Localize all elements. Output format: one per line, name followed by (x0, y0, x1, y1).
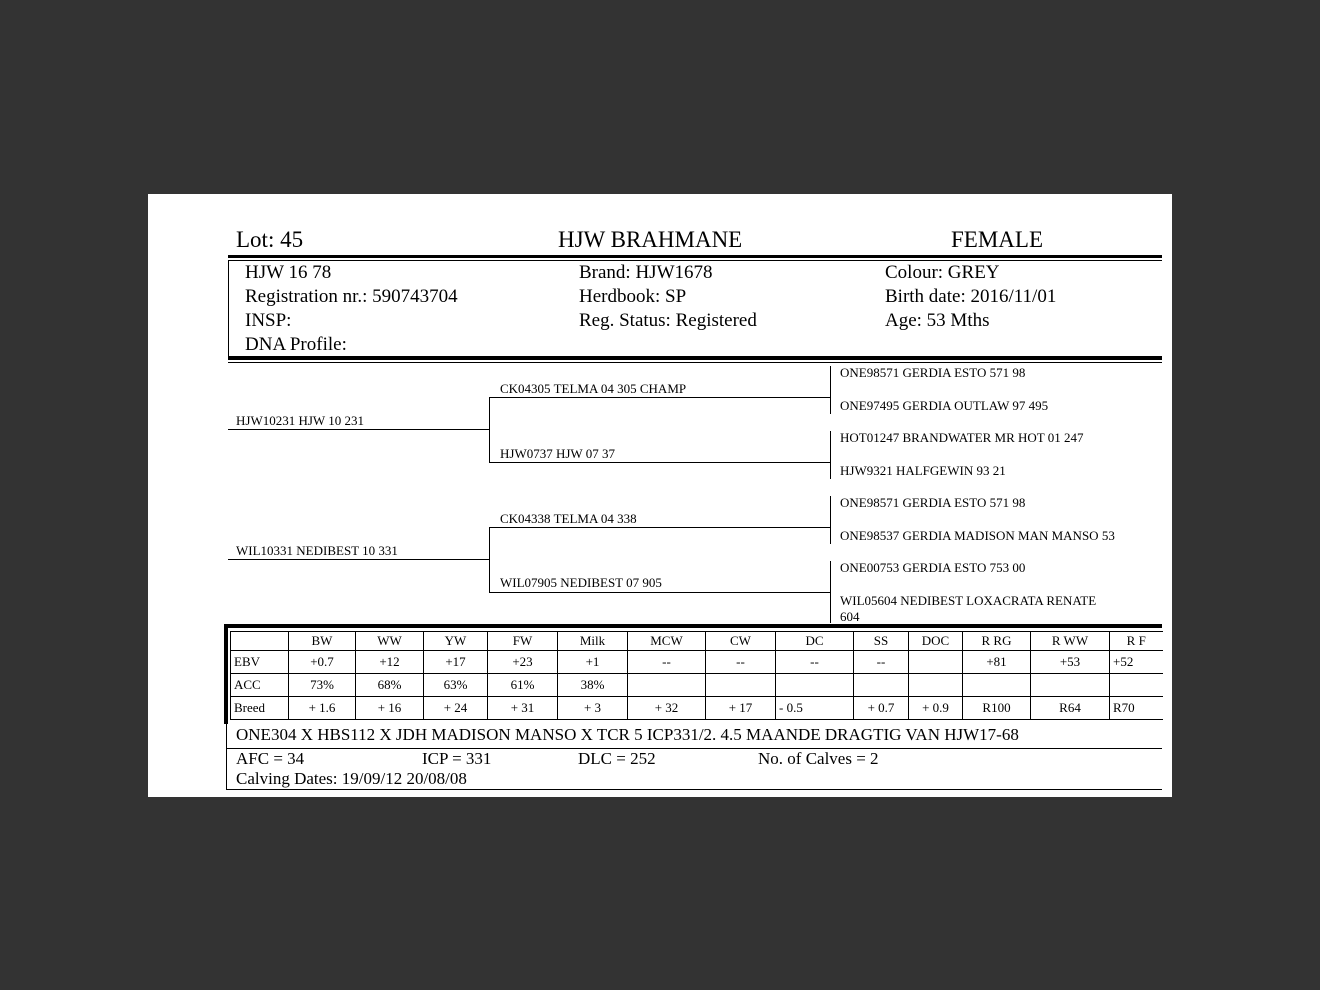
brand: Brand: HJW1678 (579, 262, 713, 283)
ggp-bracket-4 (830, 561, 831, 623)
brand-block (579, 261, 757, 333)
ggp-3: HOT01247 BRANDWATER MR HOT 01 247 (840, 430, 1084, 445)
sire-bracket (489, 397, 490, 462)
table-cell: EBV (231, 651, 289, 674)
table-cell: + 16 (356, 697, 424, 720)
table-cell: ACC (231, 674, 289, 697)
col-header-yw: YW (424, 632, 488, 651)
table-cell: + 24 (424, 697, 488, 720)
calving-dates: Calving Dates: 19/09/12 20/08/08 (236, 769, 467, 788)
age: Age: 53 Mths (885, 310, 990, 331)
table-cell: R70 (1110, 697, 1163, 720)
lot-number: Lot: 45 (236, 227, 304, 252)
table-cell: + 0.9 (909, 697, 963, 720)
sire-sire-name: CK04305 TELMA 04 305 CHAMP (500, 381, 687, 396)
dam-sire-line (489, 527, 831, 528)
table-cell (628, 674, 706, 697)
table-cell: 73% (289, 674, 356, 697)
dam-line (228, 559, 490, 560)
table-cell: 38% (558, 674, 628, 697)
col-header-ss: SS (854, 632, 909, 651)
afc-value: AFC = 34 (236, 749, 305, 768)
table-header-row (231, 632, 1163, 651)
footer-bottom-rule (226, 789, 1162, 790)
table-row-acc (231, 674, 1163, 697)
icp-value: ICP = 331 (422, 749, 492, 768)
table-cell: + 3 (558, 697, 628, 720)
sire-dam-line (489, 462, 831, 463)
dam-dam-line (489, 592, 831, 593)
info-rule-thick (228, 356, 1162, 360)
col-header-ww: WW (356, 632, 424, 651)
table-cell: +17 (424, 651, 488, 674)
header-rule-thick (228, 255, 1162, 258)
sire-dam-name: HJW0737 HJW 07 37 (500, 446, 615, 461)
ggp-bracket-1 (830, 366, 831, 414)
table-rule-thick (224, 624, 1162, 628)
table-cell: -- (854, 651, 909, 674)
table-cell: + 32 (628, 697, 706, 720)
col-header-r-rg: R RG (963, 632, 1031, 651)
table-cell: + 17 (706, 697, 776, 720)
col-header-doc: DOC (909, 632, 963, 651)
table-cell: R64 (1031, 697, 1110, 720)
ebv-table (230, 631, 1163, 720)
dna-profile: DNA Profile: (245, 334, 347, 355)
table-cell (776, 674, 854, 697)
insp-label: INSP: (245, 310, 292, 331)
table-cell: -- (776, 651, 854, 674)
table-cell (963, 674, 1031, 697)
colour-block (885, 261, 1056, 333)
table-cell: + 1.6 (289, 697, 356, 720)
ggp-6: ONE98537 GERDIA MADISON MAN MANSO 53 (840, 528, 1115, 543)
table-row-breed (231, 697, 1163, 720)
table-cell: + 0.7 (854, 697, 909, 720)
table-cell (1110, 674, 1163, 697)
table-cell: - 0.5 (776, 697, 854, 720)
info-left-border (228, 260, 229, 356)
table-cell: 61% (488, 674, 558, 697)
table-cell: +81 (963, 651, 1031, 674)
colour: Colour: GREY (885, 262, 1000, 283)
table-cell: +52 (1110, 651, 1163, 674)
dam-name: WIL10331 NEDIBEST 10 331 (236, 543, 398, 558)
dlc-value: DLC = 252 (578, 749, 656, 768)
dam-dam-name: WIL07905 NEDIBEST 07 905 (500, 575, 662, 590)
col-header-bw: BW (289, 632, 356, 651)
table-cell (909, 651, 963, 674)
col-header-r-ww: R WW (1031, 632, 1110, 651)
table-cell (1031, 674, 1110, 697)
table-cell: +23 (488, 651, 558, 674)
ggp-bracket-3 (830, 496, 831, 544)
table-cell (854, 674, 909, 697)
sex-label: FEMALE (951, 227, 1043, 252)
table-cell (706, 674, 776, 697)
table-cell: -- (628, 651, 706, 674)
birth-date: Birth date: 2016/11/01 (885, 286, 1057, 307)
table-cell (909, 674, 963, 697)
ggp-5: ONE98571 GERDIA ESTO 571 98 (840, 495, 1026, 510)
ggp-8: WIL05604 NEDIBEST LOXACRATA RENATE (840, 593, 1097, 608)
table-cell: + 31 (488, 697, 558, 720)
ggp-bracket-2 (830, 431, 831, 479)
herdbook: Herdbook: SP (579, 286, 687, 307)
table-cell: +1 (558, 651, 628, 674)
footer-left-border (226, 724, 227, 789)
ggp-2: ONE97495 GERDIA OUTLAW 97 495 (840, 398, 1049, 413)
col-header-r-f: R F (1110, 632, 1163, 651)
lot-sheet (148, 194, 1172, 797)
dam-bracket (489, 527, 490, 592)
col-header-mcw: MCW (628, 632, 706, 651)
breeding-comment: ONE304 X HBS112 X JDH MADISON MANSO X TCR 5 ICP331/2. 4.5 MAANDE DRAGTIG VAN HJW17-68 (236, 725, 1019, 744)
table-cell: +53 (1031, 651, 1110, 674)
registration-status: Reg. Status: Registered (579, 310, 757, 331)
table-cell: +0.7 (289, 651, 356, 674)
registration-number: Registration nr.: 590743704 (245, 286, 458, 307)
animal-id-block (245, 261, 458, 357)
comment-rule (226, 748, 1162, 749)
table-cell: 68% (356, 674, 424, 697)
table-cell: 63% (424, 674, 488, 697)
ggp-7: ONE00753 GERDIA ESTO 753 00 (840, 560, 1026, 575)
info-rule-thin (228, 362, 1162, 363)
col-header-cw: CW (706, 632, 776, 651)
ggp-1: ONE98571 GERDIA ESTO 571 98 (840, 365, 1026, 380)
col-header-milk: Milk (558, 632, 628, 651)
animal-id: HJW 16 78 (245, 262, 332, 283)
ggp-8-cont: 604 (840, 609, 860, 624)
table-left-bar (224, 624, 228, 724)
table-cell: Breed (231, 697, 289, 720)
ggp-4: HJW9321 HALFGEWIN 93 21 (840, 463, 1006, 478)
calves-count: No. of Calves = 2 (758, 749, 879, 768)
table-cell: R100 (963, 697, 1031, 720)
sire-line (228, 429, 490, 430)
dam-sire-name: CK04338 TELMA 04 338 (500, 511, 637, 526)
sire-sire-line (489, 397, 831, 398)
col-header-dc: DC (776, 632, 854, 651)
col-header-fw: FW (488, 632, 558, 651)
col-header (231, 632, 289, 651)
table-cell: +12 (356, 651, 424, 674)
breed-title: HJW BRAHMANE (558, 227, 743, 252)
table-cell: -- (706, 651, 776, 674)
table-row-ebv (231, 651, 1163, 674)
sire-name: HJW10231 HJW 10 231 (236, 413, 364, 428)
